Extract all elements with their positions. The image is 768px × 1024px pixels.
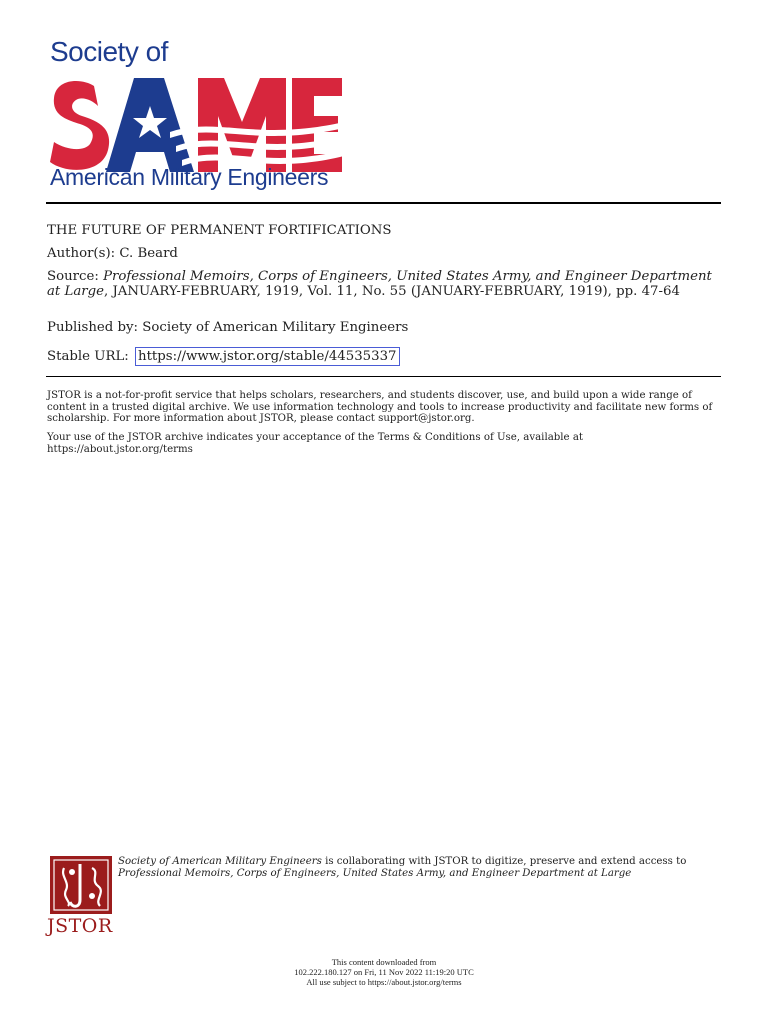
publisher-line bbox=[47, 320, 717, 335]
source-details: , JANUARY-FEBRUARY, 1919, Vol. 11, No. 55 (JANUARY-FEBRUARY, 1919), pp. 47-64 bbox=[104, 284, 680, 299]
same-logo bbox=[46, 36, 344, 194]
stable-url-line bbox=[47, 347, 717, 366]
collaboration-statement bbox=[118, 856, 718, 879]
author-label: Author(s): bbox=[47, 246, 116, 261]
footer-line-2: 102.222.180.127 on Fri, 11 Nov 2022 11:19:20 UTC bbox=[294, 967, 474, 977]
source-journal: Professional Memoirs, Corps of Engineers, United States Army, and Engineer Department at Large bbox=[47, 269, 712, 299]
source-label: Source: bbox=[47, 269, 99, 284]
stable-url-link[interactable]: https://www.jstor.org/stable/44535337 bbox=[135, 347, 399, 366]
download-footer bbox=[0, 957, 768, 987]
stable-url-label: Stable URL: bbox=[47, 349, 129, 364]
footer-line-3: All use subject to https://about.jstor.org/terms bbox=[306, 977, 462, 987]
jstor-logo bbox=[47, 856, 115, 936]
source-line bbox=[47, 269, 717, 299]
jstor-wordmark: JSTOR bbox=[47, 915, 113, 937]
top-divider bbox=[46, 202, 721, 204]
author-line bbox=[47, 246, 717, 261]
middle-divider bbox=[46, 376, 721, 377]
logo-bottom-text: American Military Engineers bbox=[50, 164, 329, 190]
logo-top-text: Society of bbox=[50, 36, 168, 67]
jstor-emblem-icon bbox=[50, 856, 112, 914]
author-name: C. Beard bbox=[119, 246, 178, 261]
jstor-notice: JSTOR is a not-for-profit service that helps scholars, researchers, and students discover, use, and build upon a wide range of content in a trusted digital archive. We use information technology and tools to increase productivity and facilitate new forms of scholarship. For more information about JSTOR, please contact support@jstor.org. bbox=[47, 390, 713, 424]
terms-notice: Your use of the JSTOR archive indicates your acceptance of the Terms & Conditions of Use, available at https://about.jstor.org/terms bbox=[47, 432, 583, 455]
collab-journal: Professional Memoirs, Corps of Engineers, United States Army, and Engineer Department at Large bbox=[118, 867, 632, 879]
publisher-name: Society of American Military Engineers bbox=[142, 320, 409, 335]
article-title: THE FUTURE OF PERMANENT FORTIFICATIONS bbox=[47, 223, 392, 238]
footer-line-1: This content downloaded from bbox=[331, 957, 437, 967]
collab-text: is collaborating with JSTOR to digitize, preserve and extend access to bbox=[321, 856, 687, 867]
publisher-label: Published by: bbox=[47, 320, 139, 335]
collab-org: Society of American Military Engineers bbox=[118, 856, 322, 867]
